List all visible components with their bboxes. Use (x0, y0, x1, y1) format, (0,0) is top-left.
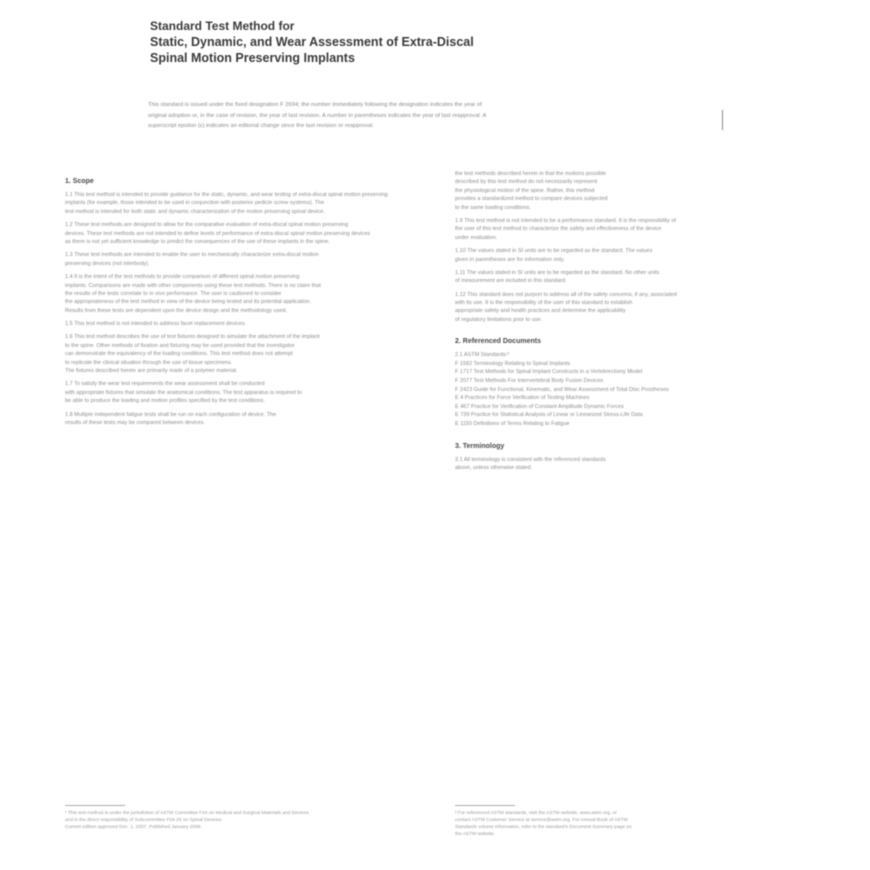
text-line: The fixtures described herein are primarily made of a polymer material. (65, 368, 238, 375)
paragraph (455, 217, 805, 242)
text-line: the physiological motion of the spine. Rather, this method (455, 187, 595, 194)
designation-line: superscript epsilon (ε) indicates an editorial change since the last revision or reapproval. (148, 123, 374, 129)
document-title (150, 18, 710, 66)
footnote-line: Standards volume information, refer to the standard's Document Summary page on (455, 825, 632, 830)
left-footnotes (65, 810, 415, 831)
text-line: given in parentheses are for information only. (455, 256, 565, 263)
reference-list (455, 351, 805, 428)
title-line-2: Static, Dynamic, and Wear Assessment of Extra-Discal (150, 35, 474, 49)
footnote-line: contact ASTM Customer Service at service@astm.org. For Annual Book of ASTM (455, 818, 628, 823)
section-heading-terminology: 3. Terminology (455, 442, 505, 450)
text-line: 1.1 This test method is intended to provide guidance for the static, dynamic, and wear testing of extra-discal spinal motion preserving (65, 192, 388, 198)
text-line: 1.12 This standard does not purport to address all of the safety concerns, if any, associated (455, 291, 677, 298)
text-line: to the same loading conditions. (455, 204, 531, 211)
title-line-1: Standard Test Method for (150, 19, 295, 33)
paragraph (65, 411, 415, 428)
paragraph (455, 247, 805, 264)
paragraph (65, 191, 415, 216)
section-heading-referenced-documents: 2. Referenced Documents (455, 338, 541, 346)
text-line: with appropriate fixtures that simulate the anatomical conditions. The test apparatus is required to (65, 389, 302, 396)
paragraph (65, 221, 415, 246)
reference-item: F 1717 Test Methods for Spinal Implant Constructs in a Vertebrectomy Model (455, 369, 643, 376)
reference-item: E 467 Practice for Verification of Constant Amplitude Dynamic Forces (455, 403, 624, 410)
section-heading-scope: 1. Scope (65, 178, 94, 185)
text-line: to replicate the clinical situation through the use of tissue specimens. (65, 359, 233, 366)
text-line: 1.6 This test method describes the use of test fixtures designed to simulate the attachment of the implant (65, 334, 320, 341)
right-footnotes (455, 810, 805, 838)
text-line: to the spine. Other methods of fixation and fixturing may be used provided that the investigator (65, 342, 295, 349)
text-line: 1.2 These test methods are designed to allow for the comparative evaluation of extra-discal spinal motion preserving (65, 222, 348, 229)
reference-item: F 1582 Terminology Relating to Spinal Implants (455, 360, 571, 367)
paragraph (65, 273, 415, 315)
footnote-line: and is the direct responsibility of Subcommittee F04.25 on Spinal Devices. (65, 818, 223, 823)
text-line: results of these tests may be compared between devices. (65, 419, 206, 426)
text-line: can demonstrate the equivalency of the loading conditions. This test method does not attempt (65, 351, 293, 358)
paragraph (455, 170, 805, 212)
text-line: with its use. It is the responsibility of the user of this standard to establish (455, 300, 633, 307)
text-line: as there is not yet sufficient knowledge to predict the consequences of the use of these implants in the spine. (65, 238, 330, 245)
text-line: devices. These test methods are not intended to define levels of performance of extra-discal spinal motion preserving devices (65, 230, 371, 237)
text-line: the appropriateness of the test method in view of the device being tested and its potential application. (65, 299, 312, 306)
text-line: implants. Comparisons are made with other components using these test methods. There is no claim that (65, 282, 321, 289)
paragraph (65, 251, 415, 268)
reference-item: E 4 Practices for Force Verification of Testing Machines (455, 395, 590, 402)
reference-item: 2.1 ASTM Standards:² (455, 352, 510, 359)
reference-item: E 739 Practice for Statistical Analysis of Linear or Linearized Stress-Life Data (455, 412, 643, 419)
text-line: 1.11 The values stated in SI units are to be regarded as the standard. No other units (455, 269, 660, 276)
footnote-rule (65, 805, 125, 806)
paragraph (65, 320, 415, 328)
reference-item: F 2423 Guide for Functional, Kinematic, and Wear Assessment of Total Disc Prostheses (455, 386, 669, 393)
footnote-line: the ASTM website. (455, 832, 495, 837)
designation-line: original adoption or, in the case of revision, the year of last revision. A number in parentheses indicates the year of last reapproval. A (148, 112, 487, 119)
paragraph (65, 380, 415, 405)
designation-note (148, 100, 718, 132)
paragraph (455, 456, 805, 473)
text-line: provides a standardized method to compare devices subjected (455, 196, 608, 203)
text-line: 1.8 Multiple independent fatigue tests shall be run on each configuration of device. The (65, 411, 277, 418)
reference-item: E 1150 Definitions of Terms Relating to Fatigue (455, 421, 570, 427)
text-line: appropriate safety and health practices and determine the applicability (455, 308, 626, 315)
text-line: 3.1 All terminology is consistent with the referenced standards (455, 456, 606, 463)
footnote-line: Current edition approved Dec. 1, 2007. Published January 2008. (65, 825, 202, 830)
text-line: test method is intended for both static and dynamic characterization of the motion preserving spinal device. (65, 208, 325, 215)
footnote-rule (455, 805, 515, 806)
text-line: 1.9 This test method is not intended to be a performance standard. It is the responsibility of (455, 217, 676, 224)
text-line: of measurement are included in this standard. (455, 278, 567, 285)
text-line: the results of the tests correlate to in vivo performance. The user is cautioned to consider (65, 290, 282, 297)
text-line: described by this test method do not necessarily represent (455, 179, 598, 186)
title-line-3: Spinal Motion Preserving Implants (150, 51, 355, 65)
text-line: under evaluation. (455, 234, 498, 241)
text-line: the user of this test method to characterize the safety and effectiveness of the device (455, 226, 662, 233)
text-line: above, unless otherwise stated. (455, 464, 533, 471)
footnote-line: ¹ This test method is under the jurisdiction of ASTM Committee F04 on Medical and Surgical Materials and Devices (65, 811, 309, 816)
text-line: 1.7 To satisfy the wear test requirements the wear assessment shall be conducted (65, 381, 265, 388)
paragraph (455, 269, 805, 286)
left-column (65, 170, 415, 432)
text-line: 1.10 The values stated in SI units are to be regarded as the standard. The values (455, 248, 653, 255)
right-column (455, 170, 805, 477)
reference-item: F 2077 Test Methods For Intervertebral Body Fusion Devices (455, 378, 604, 385)
text-line: 1.4 It is the intent of the test methods to provide comparison of different spinal motion preserving (65, 274, 300, 281)
designation-line: This standard is issued under the fixed designation F 2694; the number immediately following the designation indicates the year of (148, 102, 482, 108)
text-line: be able to produce the loading and motion profiles specified by the test conditions. (65, 398, 265, 405)
text-line: preserving devices (not interbody). (65, 260, 150, 267)
footnote-line: ² For referenced ASTM standards, visit the ASTM website, www.astm.org, or (455, 811, 617, 816)
paragraph (455, 291, 805, 325)
text-line: of regulatory limitations prior to use. (455, 316, 543, 323)
text-line: 1.5 This test method is not intended to address facet replacement devices. (65, 321, 247, 328)
revision-bar (722, 110, 723, 130)
text-line: the test methods described herein in that the motions possible (455, 171, 607, 177)
paragraph (65, 333, 415, 375)
text-line: Results from these tests are dependent upon the device design and the methodology used. (65, 307, 287, 314)
text-line: 1.3 These test methods are intended to enable the user to mechanically characterize extra-discal motion (65, 252, 319, 259)
text-line: implants (for example, those intended to be used in conjunction with posterior pedicle screw systems). The (65, 200, 325, 207)
